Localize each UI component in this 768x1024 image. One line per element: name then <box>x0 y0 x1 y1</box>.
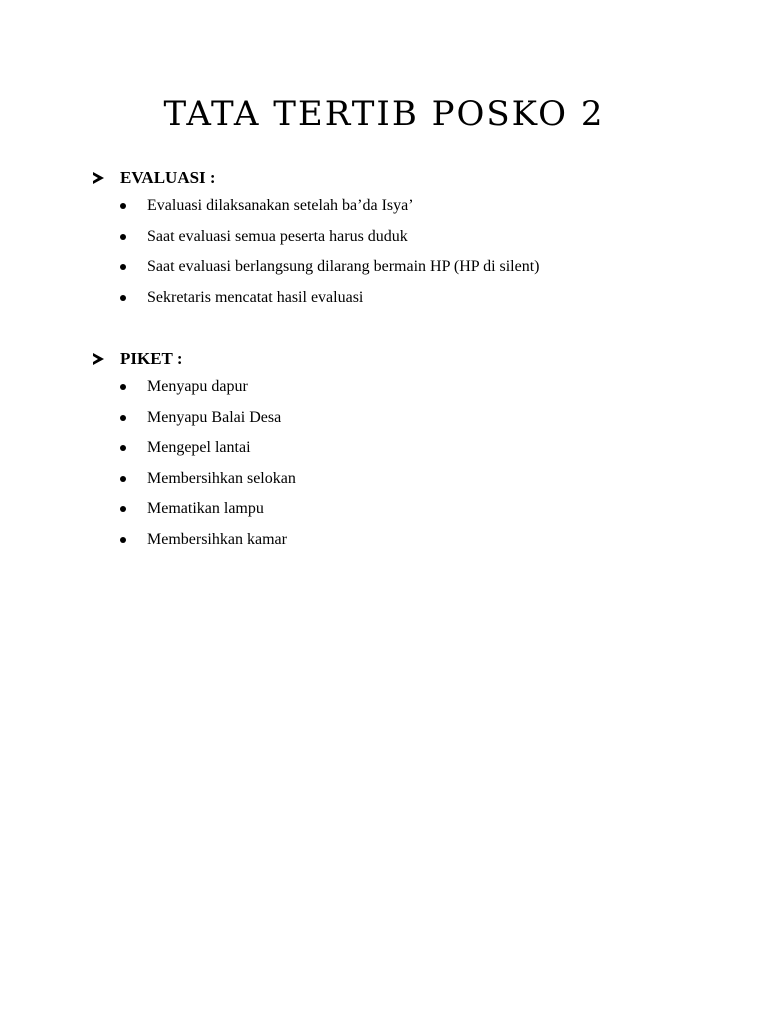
list-item <box>93 372 733 403</box>
page-title: TATA TERTIB POSKO 2 <box>163 94 605 134</box>
bullet-icon <box>120 415 126 421</box>
section-heading <box>93 346 733 372</box>
arrow-right-icon <box>93 353 104 365</box>
bullet-icon <box>120 384 126 390</box>
list-item-text: Mematikan lampu <box>147 500 264 517</box>
arrow-right-icon <box>93 172 104 184</box>
bullet-icon <box>120 445 126 451</box>
evaluasi-list <box>93 191 733 313</box>
list-item-text: Menyapu Balai Desa <box>147 408 282 426</box>
section-piket <box>93 346 733 555</box>
bullet-icon <box>120 476 126 482</box>
list-item <box>93 283 733 314</box>
list-item <box>93 222 733 253</box>
list-item-text: Menyapu dapur <box>147 378 248 395</box>
list-item <box>93 403 733 434</box>
list-item-text: Membersihkan kamar <box>147 530 287 548</box>
bullet-icon <box>120 264 126 270</box>
section-heading-label: PIKET : <box>120 349 183 368</box>
list-item <box>93 464 733 495</box>
list-item-text: Saat evaluasi semua peserta harus duduk <box>147 227 408 245</box>
bullet-icon <box>120 537 126 543</box>
list-item-text: Mengepel lantai <box>147 439 251 456</box>
list-item <box>93 494 733 525</box>
bullet-icon <box>120 234 126 240</box>
section-heading <box>93 165 733 191</box>
list-item-text: Sekretaris mencatat hasil evaluasi <box>147 288 364 306</box>
list-item <box>93 433 733 464</box>
list-item-text: Evaluasi dilaksanakan setelah ba’da Isya’ <box>147 197 414 214</box>
list-item <box>93 252 733 283</box>
bullet-icon <box>120 295 126 301</box>
list-item-text: Membersihkan selokan <box>147 469 296 487</box>
bullet-icon <box>120 203 126 209</box>
list-item-text: Saat evaluasi berlangsung dilarang bermain HP (HP di silent) <box>147 258 540 275</box>
list-item <box>93 525 733 556</box>
bullet-icon <box>120 506 126 512</box>
section-heading-label: EVALUASI : <box>120 168 216 187</box>
section-evaluasi <box>93 165 733 313</box>
piket-list <box>93 372 733 555</box>
list-item <box>93 191 733 222</box>
